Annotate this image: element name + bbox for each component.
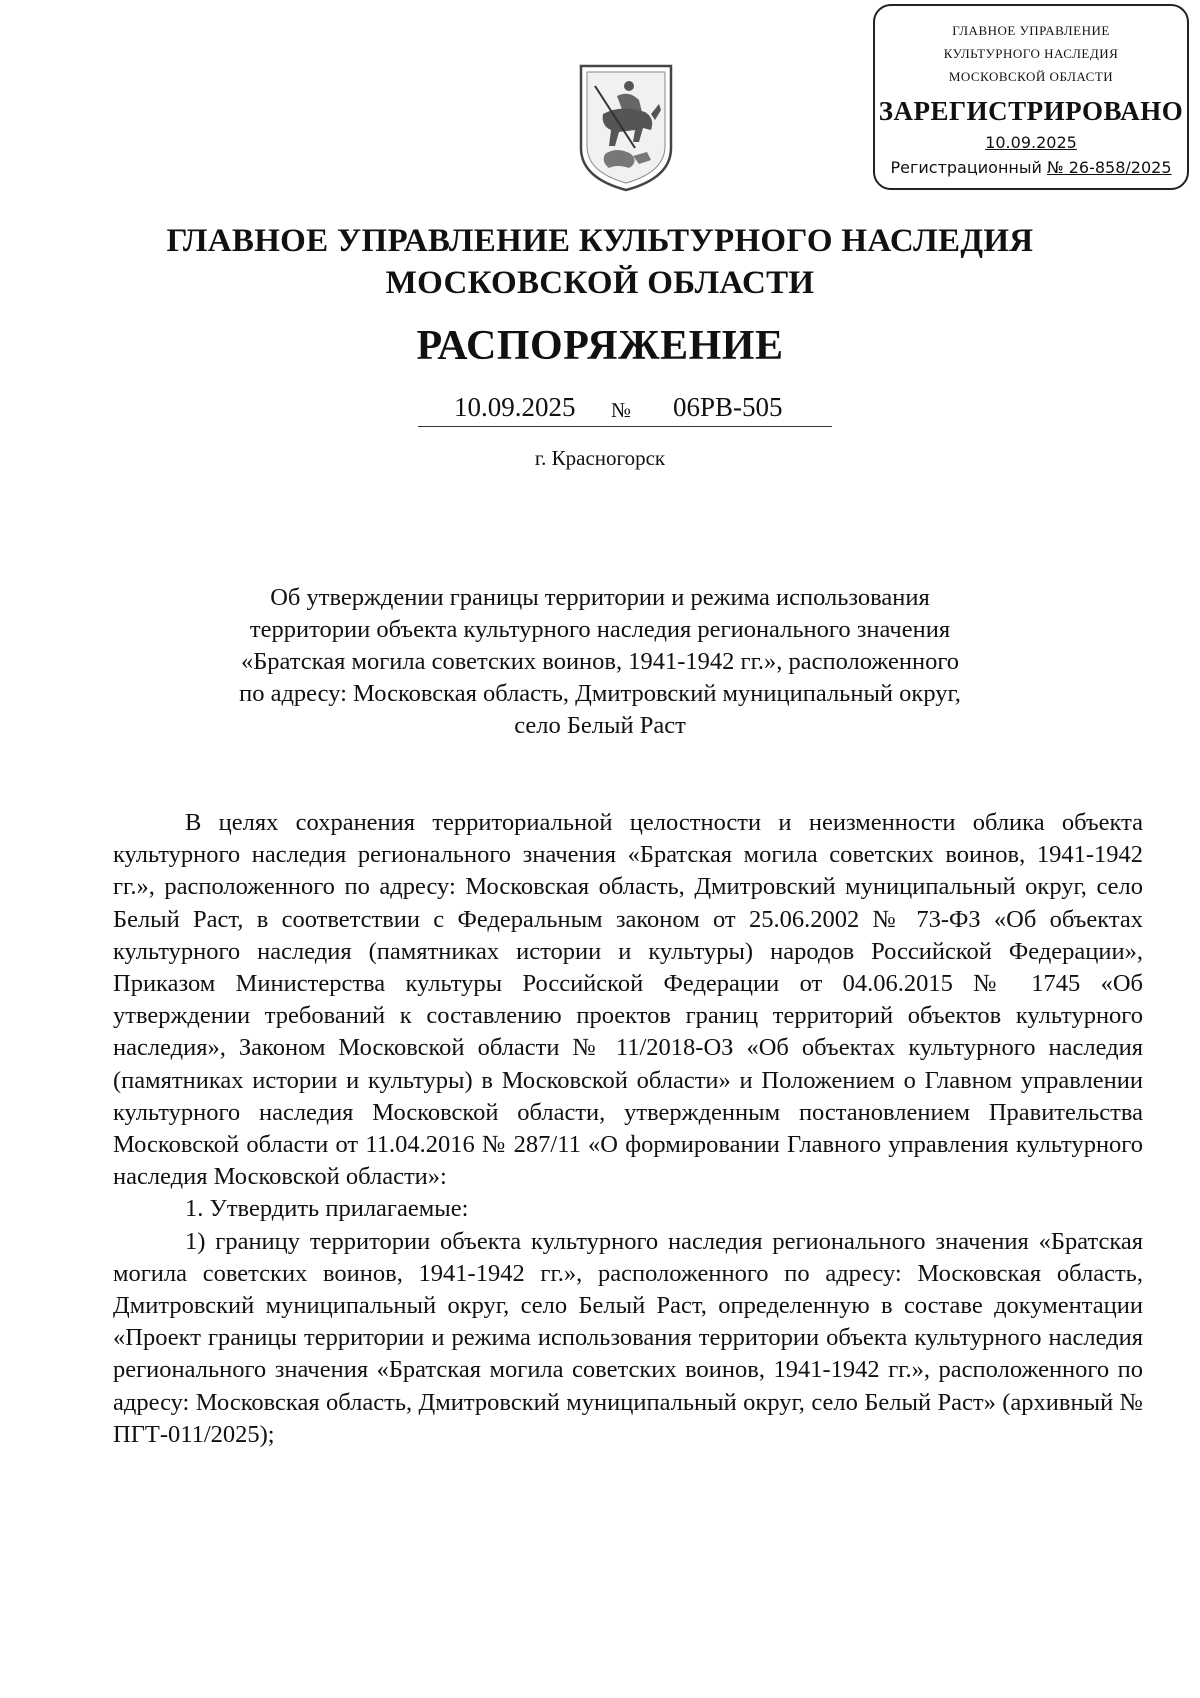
stamp-date: 10.09.2025 [985,133,1077,152]
organization-title [0,220,1200,304]
registration-stamp [873,4,1189,190]
clause-1-1: 1) границу территории объекта культурного наследия регионального значения «Братская могила советских воинов, 1941-1942 гг.», расположенного по адресу: Московская область, Дмитровский муниципальный округ, село Белый Раст, определенную в составе документации «Проект границы территории и режима использования территории объекта культурного наследия регионального значения «Братская могила советских воинов, 1941-1942 гг.», расположенного по адресу: Московская область, Дмитровский муниципальный округ, село Белый Раст» (архивный № ПГТ-011/2025); [113,1227,1143,1448]
stamp-status: ЗАРЕГИСТРИРОВАНО [878,96,1184,126]
subject-line: по адресу: Московская область, Дмитровский муниципальный округ, [239,680,961,707]
document-number: 06РВ-505 [673,392,783,422]
subject-line: село Белый Раст [514,712,686,739]
stamp-org-line: КУЛЬТУРНОГО НАСЛЕДИЯ [943,46,1119,61]
document-type: РАСПОРЯЖЕНИЕ [416,323,784,369]
document-city: г. Красногорск [534,446,666,470]
number-sign: № [611,398,632,422]
subject-line: Об утверждении границы территории и режима использования [270,584,930,611]
stamp-organization [875,19,1187,88]
document-body [113,807,1143,1451]
stamp-org-line: МОСКОВСКОЙ ОБЛАСТИ [948,69,1114,84]
stamp-registration-label: Регистрационный [890,158,1047,177]
document-date-number [418,392,832,427]
stamp-org-line: ГЛАВНОЕ УПРАВЛЕНИЕ [952,23,1110,38]
stamp-registration-number: № 26-858/2025 [1046,158,1172,177]
document-subject [190,582,1010,742]
preamble-paragraph: В целях сохранения территориальной целостности и неизменности облика объекта культурного наследия регионального значения «Братская могила советских воинов, 1941-1942 гг.», расположенного по адресу: Московская область, Дмитровский муниципальный округ, село Белый Раст, в соответствии с Федеральным законом от 25.06.2002 № 73-ФЗ «Об объектах культурного наследия (памятниках истории и культуры) народов Российской Федерации», Приказом Министерства культуры Российской Федерации от 04.06.2015 № 1745 «Об утверждении требований к составлению проектов границ территорий объектов культурного наследия», Законом Московской области № 11/2018-ОЗ «Об объектах культурного наследия (памятниках истории и культуры) в Московской области» и Положением о Главном управлении культурного наследия Московской области, утвержденным постановлением Правительства Московской области от 11.04.2016 № 287/11 «О формировании Главного управления культурного наследия Московской области»: [113,809,1143,1191]
subject-line: территории объекта культурного наследия регионального значения [249,616,951,643]
clause-1: 1. Утвердить прилагаемые: [185,1195,469,1223]
moscow-oblast-coat-of-arms-icon [573,56,679,194]
document-date: 10.09.2025 [454,392,576,422]
organization-title-line: МОСКОВСКОЙ ОБЛАСТИ [385,265,815,301]
subject-line: «Братская могила советских воинов, 1941-1942 гг.», расположенного [240,648,960,675]
stamp-registration [875,158,1187,177]
organization-title-line: ГЛАВНОЕ УПРАВЛЕНИЕ КУЛЬТУРНОГО НАСЛЕДИЯ [166,223,1034,259]
